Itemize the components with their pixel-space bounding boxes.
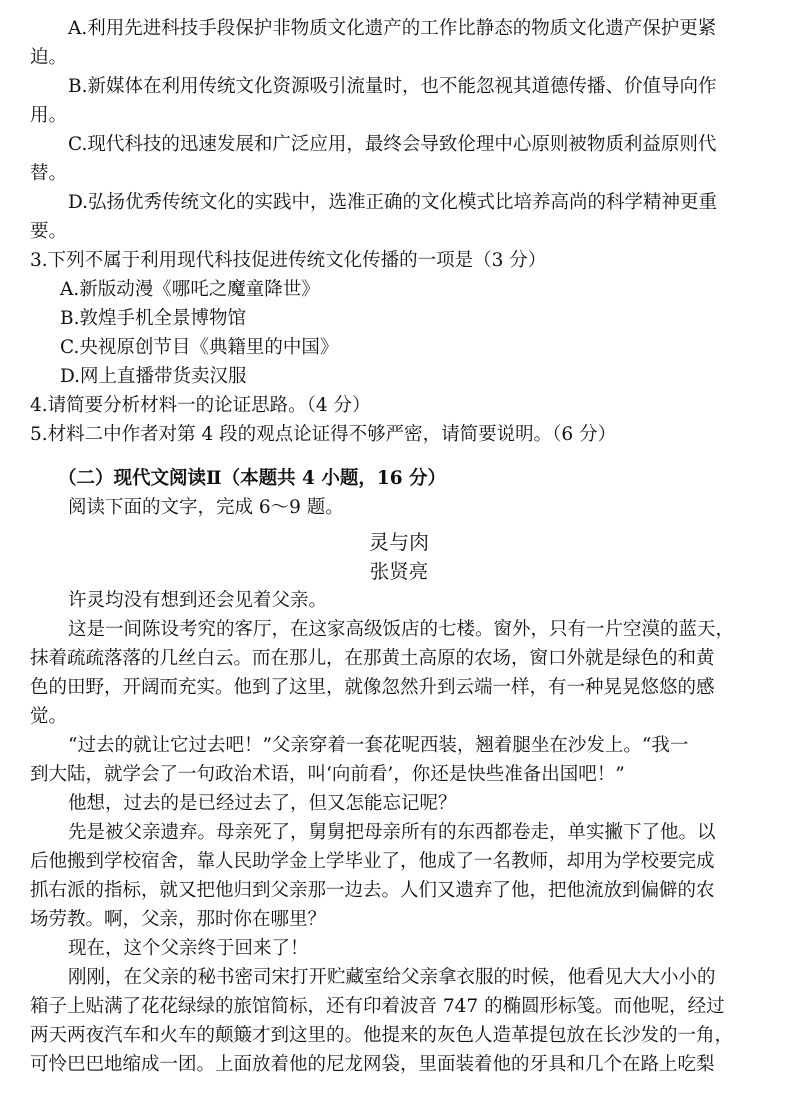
article-line: 抹着疏疏落落的几丝白云。而在那儿，在那黄土高原的农场，窗口外就是绿色的和黄 xyxy=(30,648,715,669)
question-5: 5.材料二中作者对第 4 段的观点论证得不够严密，请简要说明。（6 分） xyxy=(30,424,617,445)
q2-option-a xyxy=(30,14,768,72)
article-author: 张贤亮 xyxy=(369,560,429,583)
q2-option-b xyxy=(30,72,768,130)
article-line: 觉。 xyxy=(30,706,68,727)
article-line: 刚刚，在父亲的秘书密司宋打开贮藏室给父亲拿衣服的时候，他看见大大小小的 xyxy=(68,967,716,988)
option-text: A.利用先进科技手段保护非物质文化遗产的工作比静态的物质文化遗产保护更紧 xyxy=(68,18,717,39)
article-line: 他想，过去的是已经过去了，但又怎能忘记呢？ xyxy=(68,793,457,814)
option-text-cont: 用。 xyxy=(30,105,68,126)
option-text-cont: 替。 xyxy=(30,163,68,184)
section-instruction: 阅读下面的文字，完成 6～9 题。 xyxy=(68,497,344,518)
q3-option-b: B.敦煌手机全景博物馆 xyxy=(60,308,246,329)
q3-option-a: A.新版动漫《哪吒之魔童降世》 xyxy=(60,279,320,300)
article-line: 箱子上贴满了花花绿绿的旅馆简标，还有印着波音 747 的椭圆形标笺。而他呢，经过 xyxy=(30,996,725,1017)
option-text-cont: 迫。 xyxy=(30,47,68,68)
q2-option-d xyxy=(30,188,768,246)
article-line: 两天两夜汽车和火车的颠簸才到这里的。他提来的灰色人造革提包放在长沙发的一角， xyxy=(30,1025,734,1046)
option-text: D.弘扬优秀传统文化的实践中，选准正确的文化模式比培养高尚的科学精神更重 xyxy=(68,192,718,213)
article-line: 后他搬到学校宿舍，靠人民助学金上学毕业了，他成了一名教师，却用为学校要完成 xyxy=(30,851,715,872)
question-3 xyxy=(30,246,768,391)
article-line: 抓右派的指标，就又把他归到父亲那一边去。人们又遗弃了他，把他流放到偏僻的农 xyxy=(30,880,715,901)
article-line: 可怜巴巴地缩成一团。上面放着他的尼龙网袋，里面装着他的牙具和几个在路上吃梨 xyxy=(30,1054,715,1075)
question-4: 4.请简要分析材料一的论证思路。（4 分） xyxy=(30,395,371,416)
section-heading: （二）现代文阅读Ⅱ（本题共 4 小题，16 分） xyxy=(58,468,447,489)
q2-option-c xyxy=(30,130,768,188)
article-body xyxy=(30,586,768,1079)
article-line: 许灵均没有想到还会见着父亲。 xyxy=(68,590,328,611)
article-line: 先是被父亲遗弃。母亲死了，舅舅把母亲所有的东西都卷走，单实撇下了他。以 xyxy=(68,822,716,843)
article-line: “过去的就让它过去吧！”父亲穿着一套花呢西装，翘着腿坐在沙发上。“我一 xyxy=(68,735,689,756)
option-text: C.现代科技的迅速发展和广泛应用，最终会导致伦理中心原则被物质利益原则代 xyxy=(68,134,717,155)
option-text: B.新媒体在利用传统文化资源吸引流量时，也不能忽视其道德传播、价值导向作 xyxy=(68,76,717,97)
question-stem: 3.下列不属于利用现代科技促进传统文化传播的一项是（3 分） xyxy=(30,250,547,271)
article-line: 到大陆，就学会了一句政治术语，叫‘向前看’，你还是快些准备出国吧！” xyxy=(30,764,625,785)
article-title: 灵与肉 xyxy=(369,530,429,554)
q3-option-c: C.央视原创节目《典籍里的中国》 xyxy=(60,337,339,358)
article-line: 现在，这个父亲终于回来了！ xyxy=(68,938,309,959)
article-line: 色的田野，开阔而充实。他到了这里，就像忽然升到云端一样，有一种晃晃悠悠的感 xyxy=(30,677,715,698)
q2-options xyxy=(30,14,768,246)
article-line: 这是一间陈设考究的客厅，在这家高级饭店的七楼。窗外，只有一片空漠的蓝天， xyxy=(68,619,735,640)
option-text-cont: 要。 xyxy=(30,221,68,242)
q3-option-d: D.网上直播带货卖汉服 xyxy=(60,366,247,387)
article-line: 场劳教。啊，父亲，那时你在哪里？ xyxy=(30,909,327,930)
